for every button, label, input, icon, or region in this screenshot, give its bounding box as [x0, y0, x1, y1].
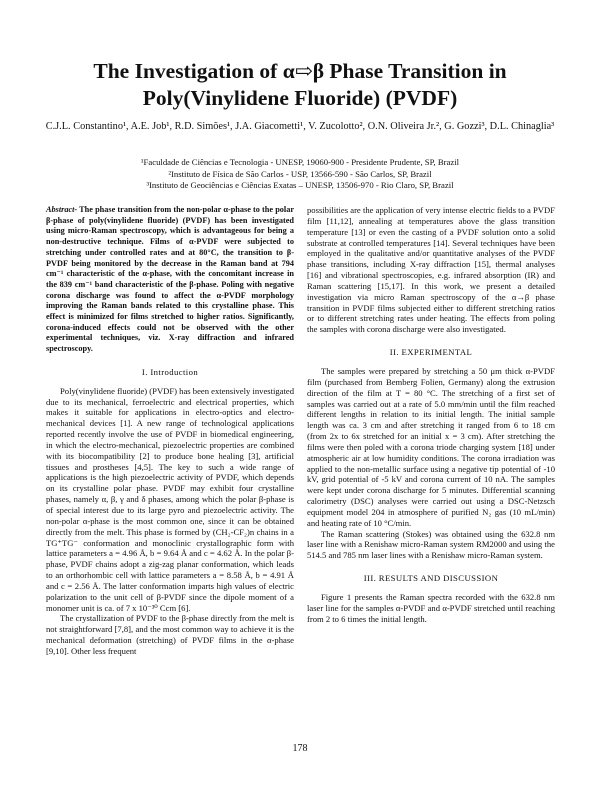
abstract-lead: Abstract-	[46, 205, 78, 214]
experimental-paragraph-2: The Raman scattering (Stokes) was obtained using the 632.8 nm laser line with a Renishaw micro-Raman system RM2000 and using the 514.5 and 785 nm laser lines with a Renishaw micro-Raman system.	[307, 528, 555, 561]
affiliation-3: ³Instituto de Geociências e Ciências Exatas – UNESP, 13506-970 - Rio Claro, SP, Brazil	[146, 180, 454, 191]
experimental-paragraph-1: The samples were prepared by stretching a 50 μm thick α-PVDF film (purchased from Bemberg Folien, Germany) along the extrusion direction of the film at T = 80 °C. The stretching of a first set of samples was carried out at a rate of 5.0 mm/min until the film reached different lengths in relation to its initial length. The initial sample length was ca. 3 cm and after stretching it ranged from 6 to 18 cm (from 2x to 6x stretched for an initial x = 3 cm). After stretching the films were then poled with a corona triode charging system [18] under atmospheric air at low humidity conditions. The corona irradiation was applied to the non-metallic surface using a negative tip potential of -10 kV, grid potential of -5 kV and corona current of 10 nA. The samples were kept under corona discharge for 5 minutes. Differential scanning calorimetry (DSC) analyses were carried out using a DSC-Netzsch equipment model 204 in atmosphere of purified N₂ gas (10 mL/min) and heating rate of 10 °C/min.	[307, 365, 555, 528]
title-line-2: Poly(Vinylidene Fluoride) (PVDF)	[142, 86, 458, 110]
abstract-text: The phase transition from the non-polar α-phase to the polar β-phase of poly(vinylidene fluoride) (PVDF) has been investigated using micro-Raman spectroscopy, which is advantageous for being a non-destructive technique. Films of α-PVDF were subjected to stretching under controlled rates and at 80°C, the transition to β-PVDF being monitored by the decrease in the Raman band at 794 cm⁻¹ characteristic of the α-phase, with the concomitant increase in the 839 cm⁻¹ band characteristic of the β-phase. Poling with negative corona discharge was found to affect the α-PVDF morphology improving the Raman bands related to this crystalline phase. This effect is minimized for films stretched to higher ratios. Significantly, corona-induced effects could not be observed with the other experimental techniques, viz. X-ray diffraction and infrared spectroscopy.	[46, 205, 294, 354]
right-column	[307, 205, 555, 625]
section-heading-results: III. RESULTS AND DISCUSSION	[363, 573, 499, 584]
author-list	[40, 120, 560, 133]
intro-paragraph-continued: possibilities are the application of very intense electric fields to a PVDF film [11,12], annealing at temperatures above the glass transition temperature [13] or even the casting of a PVDF solution onto a solid substrate at controlled temperatures [14]. Several techniques have been employed in the qualitative and/or quantitative analyses of the PVDF phase transitions, including X-ray diffraction [15], thermal analyses [16] and vibrational spectroscopies, e.g. infrared absorption (IR) and Raman scattering [15,17]. In this work, we present a detailed investigation via micro Raman spectroscopy of the α→β phase transition in PVDF films subjected either to different stretching ratios or to different stretching rates under heating. The effects from poling the samples with corona discharge were also investigated.	[307, 205, 555, 335]
affiliation-list	[40, 157, 560, 192]
affiliation-1: ¹Faculdade de Ciências e Tecnologia - UNESP, 19060-900 - Presidente Prudente, SP, Brazil	[140, 157, 460, 167]
section-heading-introduction: I. Introduction	[141, 366, 199, 377]
authors-line: C.J.L. Constantino¹, A.E. Job¹, R.D. Simões¹, J.A. Giacometti¹, V. Zucolotto², O.N. Oliveira Jr.², G. Gozzi³, D.L. Chinaglia³	[45, 121, 555, 132]
abstract	[46, 205, 294, 355]
left-column	[46, 205, 294, 657]
intro-paragraph-1: Poly(vinylidene fluoride) (PVDF) has been extensively investigated due to its mechanical, ferroelectric and electrical properties, which makes it suitable for applications in electro-optics and electro-mechanical devices [1]. A new range of technological applications reported recently involve the use of PVDF in biomedical engineering, in which the electro-mechanical, piezoelectric properties are combined with its biocompatibility [2] to produce bone healing [3], artificial tissues and prostheses [4,5]. The key to such a wide range of applications is the high piezoelectric activity of PVDF, which depends on its crystalline polar phase. PVDF may exhibit four crystalline phases, namely α, β, γ and δ phases, among which the polar β-phase is of special interest due to its large pyro and piezoelectric activity. The non-polar α-phase is the most common one, since it can be obtained directly from the melt. This phase is formed by (CH₂-CF₂)n chains in a TG⁺TG⁻ conformation and monoclinic crystallographic form with lattice parameters a = 4.96 Å, b = 9.64 Å and c = 4.62 Å. In the polar β-phase, PVDF chains adopt a zig-zag planar conformation, which leads to an orthorhombic cell with lattice parameters a = 8.58 Å, b = 4.91 Å and c = 2.56 Å. The latter conformation imparts high values of electric polarization to the unit cell of β-PVDF since the dipole moment of a monomer unit is ca. of 7 x 10⁻³⁰ Ccm [6].	[46, 385, 294, 613]
affiliation-2: ²Instituto de Física de São Carlos - USP, 13566-590 - São Carlos, SP, Brazil	[168, 168, 432, 179]
page-number: 178	[292, 743, 308, 754]
title-line-1: The Investigation of α⇨β Phase Transition in	[93, 59, 507, 83]
intro-paragraph-2: The crystallization of PVDF to the β-phase directly from the melt is not straightforward [7,8], and the most common way to achieve it is the mechanical deformation (stretching) of PVDF films in the α-phase [9,10]. Other less frequent	[46, 613, 294, 656]
paper-title	[30, 58, 570, 112]
results-paragraph-1: Figure 1 presents the Raman spectra recorded with the 632.8 nm laser line for the samples α-PVDF and α-PVDF stretched until reaching from 2 to 6 times the initial length.	[307, 592, 555, 624]
section-heading-experimental: II. EXPERIMENTAL	[389, 347, 473, 358]
